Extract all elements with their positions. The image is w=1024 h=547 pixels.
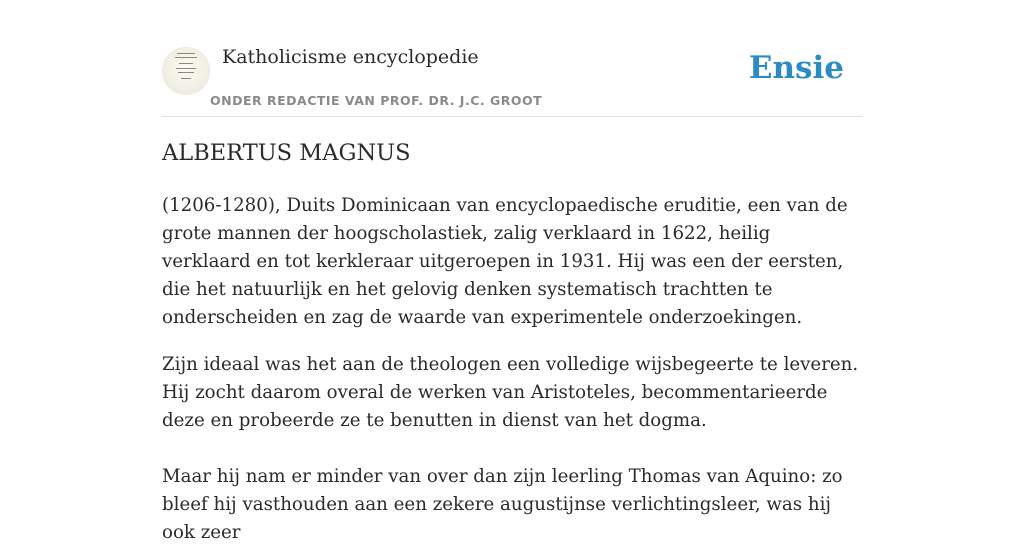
article-paragraph: Zijn ideaal was het aan de theologen een volledige wijsbegeerte te leveren. Hij zocht daarom overal de werken van Aristoteles, becommentarieerde deze en probeerde ze te benutten in dienst van het dogma. bbox=[162, 354, 859, 431]
article-title: ALBERTUS MAGNUS bbox=[162, 140, 411, 166]
page bbox=[162, 0, 862, 543]
article-paragraph: Maar hij nam er minder van over dan zijn leerling Thomas van Aquino: zo bleef hij vasthouden aan een zekere augustijnse verlichtingsleer, was hij ook zeer bbox=[162, 466, 843, 543]
encyclopedia-title[interactable]: Katholicisme encyclopedie bbox=[222, 46, 479, 68]
editor-credit: ONDER REDACTIE VAN PROF. DR. J.C. GROOT bbox=[210, 93, 543, 108]
book-cover-thumbnail-icon[interactable] bbox=[162, 47, 210, 95]
article-paragraph: (1206-1280), Duits Dominicaan van encyclopaedische eruditie, een van de grote mannen der hoogscholastiek, zalig verklaard in 1622, heilig verklaard en tot kerkleraar uitgeroepen in 1931. Hij was een der eersten, die het natuurlijk en het gelovig denken systematisch trachtten te onderscheiden en zag de waarde van experimentele onderzoekingen. bbox=[162, 195, 848, 328]
header bbox=[162, 0, 862, 117]
ensie-logo[interactable]: Ensie bbox=[748, 50, 844, 86]
